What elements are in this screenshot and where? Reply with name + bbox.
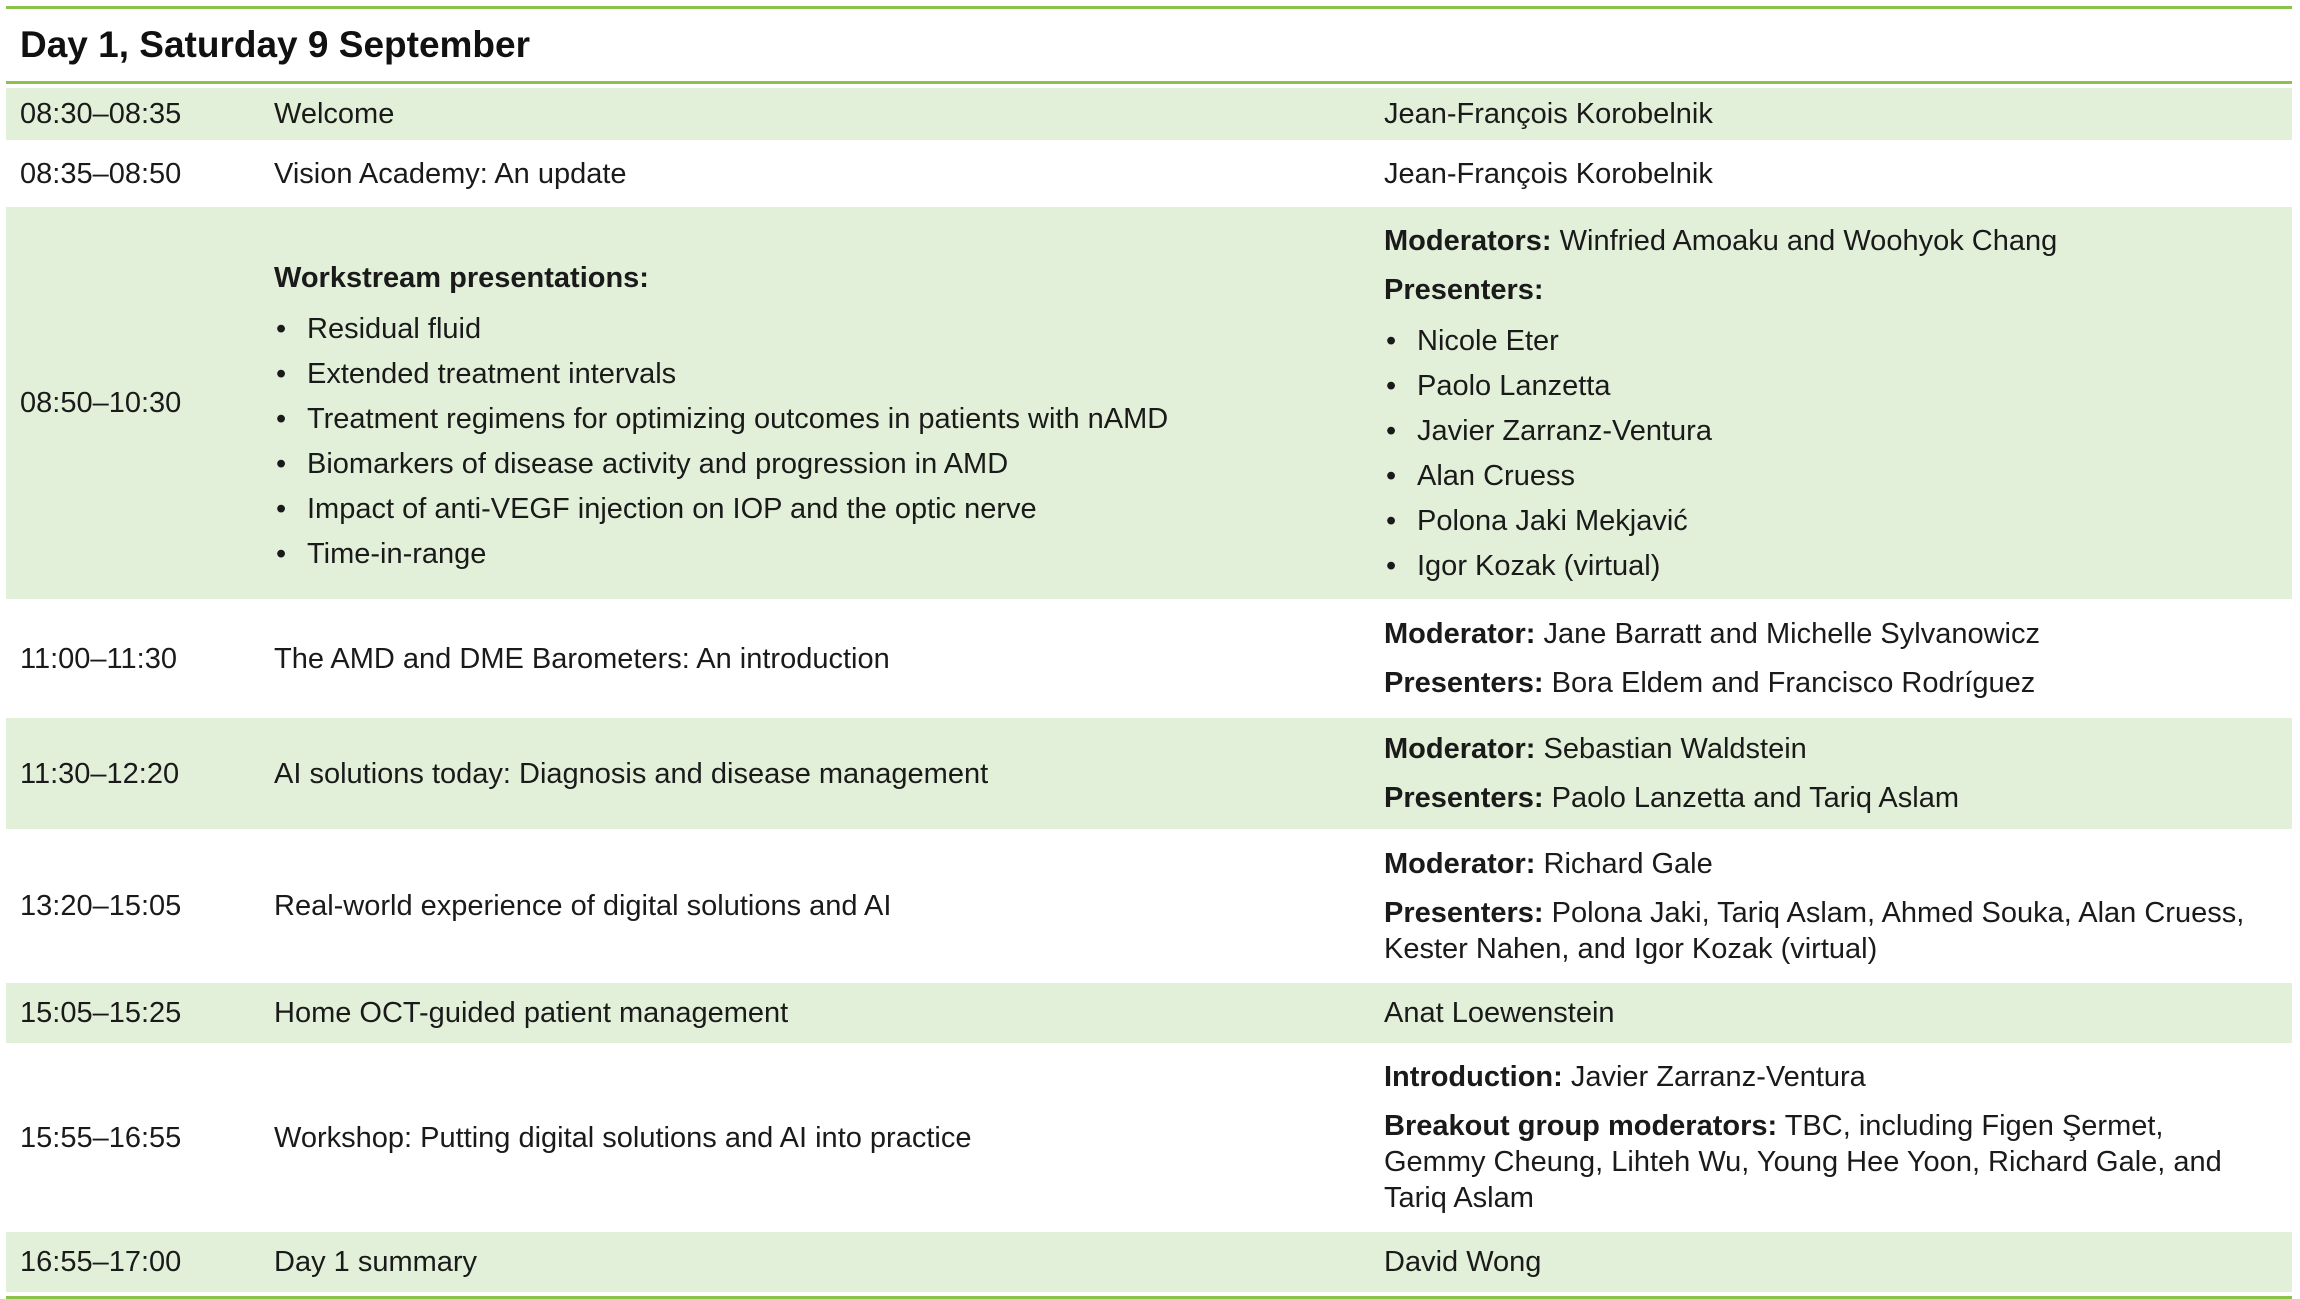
agenda-row [6,1047,2292,1228]
moderators-names: Winfried Amoaku and Woohyok Chang [1559,224,2058,257]
title-divider [6,81,2292,84]
agenda-row [6,603,2292,714]
row-time: 16:55–17:00 [20,1246,182,1278]
row-session [274,1047,1384,1228]
row-time: 15:55–16:55 [20,1121,182,1154]
row-time: 08:50–10:30 [20,387,182,419]
row-session [274,718,1384,829]
session-topic-list [274,302,1384,572]
presenters-label: Presenters: [1384,667,1544,699]
moderator-label: Moderator: [1384,733,1536,765]
agenda-table [6,6,2292,1299]
presenters-label: Presenters: [1384,273,1544,306]
row-session [274,1232,1384,1292]
row-speaker [1384,144,2292,203]
row-speaker [1384,207,2292,599]
moderator-label: Moderator: [1384,847,1536,880]
list-item: • Nicole Eter [1386,324,1559,357]
row-speaker [1384,1047,2292,1228]
presenter-list [1384,314,2268,584]
row-session [274,983,1384,1043]
list-item: • Biomarkers of disease activity and progression in AMD [276,448,1009,480]
session-title: Home OCT-guided patient management [274,997,789,1029]
list-item: • Alan Cruess [1386,459,1575,492]
session-title: Vision Academy: An update [274,157,627,190]
speaker-name: Jean-François Korobelnik [1384,98,1713,130]
breakout-line [1384,1108,2268,1216]
agenda-row [6,833,2292,979]
moderator-names: Sebastian Waldstein [1543,733,1807,765]
speaker-name: Jean-François Korobelnik [1384,157,1713,190]
row-speaker [1384,718,2292,829]
row-time: 11:00–11:30 [20,642,177,675]
agenda-row [6,207,2292,599]
row-session [274,207,1384,599]
row-session [274,88,1384,140]
presenters-label: Presenters: [1384,782,1544,814]
day-title: Day 1, Saturday 9 September [20,24,530,65]
bullet-icon: • [276,493,287,525]
bullet-icon: • [1386,369,1397,402]
moderator-label: Moderator: [1384,618,1536,650]
presenters-label: Presenters: [1384,896,1544,929]
agenda-row [6,1232,2292,1292]
bullet-icon: • [276,358,287,390]
presenters-line [1384,895,2268,967]
bullet-icon: • [276,313,287,345]
agenda-row [6,983,2292,1043]
introduction-name: Javier Zarranz-Ventura [1570,1061,1866,1093]
presenters-names: Bora Eldem and Francisco Rodríguez [1551,667,2036,699]
list-item: • Time-in-range [276,538,487,570]
row-session [274,144,1384,203]
bullet-icon: • [1386,549,1397,582]
row-session [274,833,1384,979]
bullet-icon: • [276,403,287,435]
bullet-icon: • [276,538,287,570]
row-session [274,603,1384,714]
presenters-line [1384,780,2268,816]
breakout-label: Breakout group moderators: [1384,1110,1778,1142]
bullet-icon: • [1386,414,1397,447]
session-title: AI solutions today: Diagnosis and disease management [274,757,989,790]
speaker-name: David Wong [1384,1246,1542,1278]
session-title: Workshop: Putting digital solutions and AI into practice [274,1121,972,1154]
list-item: • Residual fluid [276,313,482,345]
moderator-line [1384,846,2268,882]
session-title: The AMD and DME Barometers: An introduction [274,642,890,675]
row-time: 11:30–12:20 [20,757,180,790]
agenda-row [6,88,2292,140]
moderator-line [1384,616,2268,652]
row-speaker [1384,983,2292,1043]
row-speaker [1384,833,2292,979]
row-speaker [1384,88,2292,140]
presenters-line [1384,665,2268,701]
bullet-icon: • [1386,459,1397,492]
agenda-row [6,144,2292,203]
list-item: • Igor Kozak (virtual) [1386,549,1661,582]
row-time: 15:05–15:25 [20,997,182,1029]
moderator-names: Jane Barratt and Michelle Sylvanowicz [1543,618,2040,650]
list-item: • Treatment regimens for optimizing outcomes in patients with nAMD [276,403,1169,435]
introduction-label: Introduction: [1384,1061,1563,1093]
introduction-line [1384,1059,2268,1095]
bullet-icon: • [1386,324,1397,357]
list-item: • Paolo Lanzetta [1386,369,1611,402]
moderators-line [1384,223,2268,259]
session-title: Day 1 summary [274,1246,478,1278]
breakout-names: TBC, including Figen Şermet, Gemmy Cheung, Lihteh Wu, Young Hee Yoon, Richard Gale, and Tariq Aslam [1384,1110,2222,1214]
session-heading: Workstream presentations: [274,262,649,294]
list-item: • Javier Zarranz-Ventura [1386,414,1712,447]
speaker-name: Anat Loewenstein [1384,997,1615,1029]
moderator-names: Richard Gale [1543,847,1713,880]
row-speaker [1384,603,2292,714]
list-item: • Extended treatment intervals [276,358,677,390]
bullet-icon: • [276,448,287,480]
session-title: Welcome [274,98,395,130]
session-title: Real-world experience of digital solutions and AI [274,890,892,922]
list-item: • Polona Jaki Mekjavić [1386,504,1688,537]
presenters-names: Polona Jaki, Tariq Aslam, Ahmed Souka, Alan Cruess, Kester Nahen, and Igor Kozak (virtual) [1384,896,2245,965]
presenters-names: Paolo Lanzetta and Tariq Aslam [1551,782,1960,814]
row-time: 13:20–15:05 [20,890,182,922]
agenda-row [6,718,2292,829]
row-speaker [1384,1232,2292,1292]
row-time: 08:35–08:50 [20,157,182,190]
list-item: • Impact of anti-VEGF injection on IOP and the optic nerve [276,493,1037,525]
bullet-icon: • [1386,504,1397,537]
row-time: 08:30–08:35 [20,98,182,130]
moderators-label: Moderators: [1384,224,1552,257]
moderator-line [1384,731,2268,767]
